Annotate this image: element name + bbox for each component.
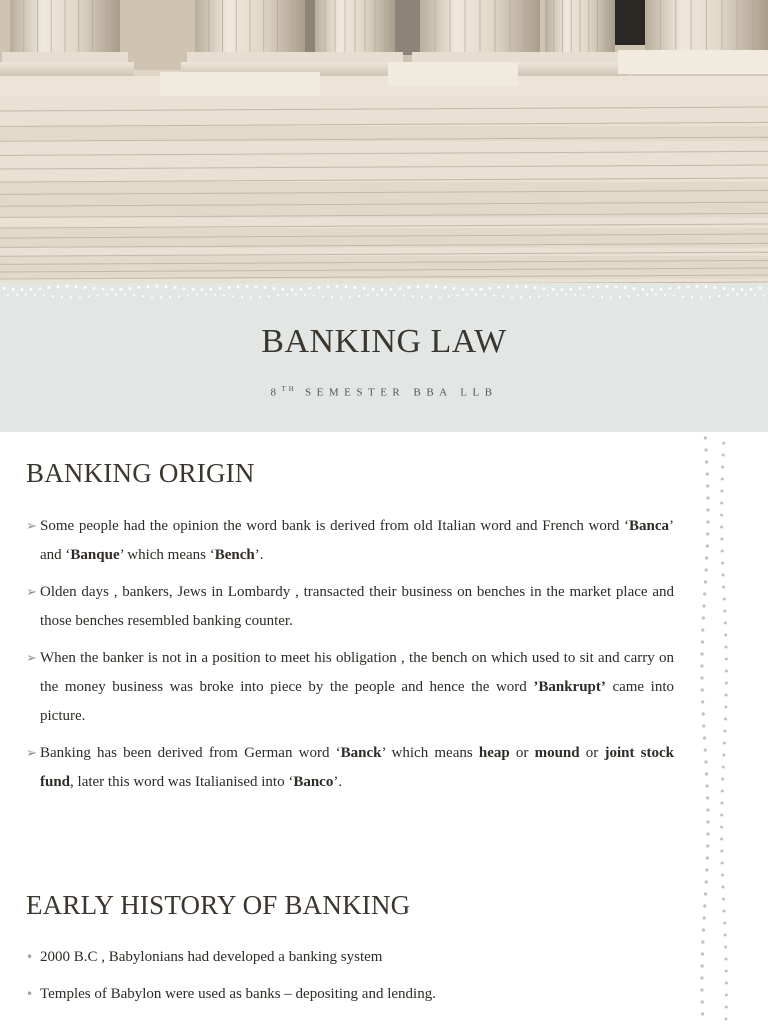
- bullet-item: [26, 943, 674, 972]
- stone-steps: [0, 91, 768, 290]
- bullet-text: [40, 584, 674, 629]
- bullet-item: [26, 739, 674, 797]
- text-segment: ’ which means ‘: [119, 547, 215, 563]
- document-subtitle: [0, 385, 768, 399]
- text-segment: or: [579, 745, 605, 761]
- text-segment: ’.: [254, 547, 264, 563]
- text-segment: ’ and ‘: [40, 518, 674, 563]
- bullet-text: [40, 745, 674, 790]
- text-segment: When the banker is not in a position to meet his obligation , the bench on which used to sit and carry on the money business was broke into piece by the people and hence the word: [40, 650, 674, 695]
- bullet-item: [26, 578, 674, 636]
- decorative-side-dots: [696, 432, 736, 1024]
- bullet-text: Temples of Babylon were used as banks – depositing and lending.: [40, 986, 436, 1002]
- bold-term: mound: [534, 745, 580, 761]
- bold-term: Bench: [214, 547, 255, 563]
- bullet-text: [40, 650, 674, 724]
- bold-term: Banck: [340, 745, 382, 761]
- bullet-item: [26, 644, 674, 731]
- dot-bullet-icon: •: [26, 950, 34, 964]
- decorative-dot-border: [0, 283, 768, 305]
- bold-term: Banco: [293, 774, 334, 790]
- columns: [0, 0, 768, 96]
- bold-term: Banque: [70, 547, 120, 563]
- bullet-text: [40, 518, 674, 563]
- text-segment: or: [509, 745, 535, 761]
- text-segment: came into picture.: [40, 679, 674, 724]
- arrow-bullet-icon: ➢: [26, 519, 37, 534]
- dot-bullet-icon: •: [26, 987, 34, 1001]
- text-segment: Some people had the opinion the word bank is derived from old Italian word and French word ‘: [40, 518, 629, 534]
- arrow-bullet-icon: ➢: [26, 585, 37, 600]
- subtitle-text: SEMESTER BBA LLB: [296, 386, 498, 399]
- early-history-list: [26, 943, 674, 1017]
- arrow-bullet-icon: ➢: [26, 651, 37, 666]
- text-segment: ’ which means: [381, 745, 479, 761]
- text-segment: Banking has been derived from German word ‘: [40, 745, 341, 761]
- text-segment: Olden days , bankers, Jews in Lombardy , transacted their business on benches in the market place and those benches resembled banking counter.: [40, 584, 674, 629]
- text-segment: , later this word was Italianised into ‘: [70, 774, 294, 790]
- hero-image-courthouse-steps: [0, 0, 768, 290]
- bold-term: ’Bankrupt’: [533, 679, 606, 695]
- document-title: BANKING LAW: [261, 323, 507, 360]
- section-heading-early-history: EARLY HISTORY OF BANKING: [26, 890, 411, 920]
- title-band: [0, 283, 768, 432]
- banking-origin-list: [26, 512, 674, 805]
- section-heading-banking-origin: BANKING ORIGIN: [26, 458, 255, 488]
- subtitle-ordinal-suffix: TH: [281, 385, 297, 393]
- subtitle-number: 8: [270, 386, 282, 399]
- arrow-bullet-icon: ➢: [26, 746, 37, 761]
- bullet-item: [26, 512, 674, 570]
- bold-term: heap: [478, 745, 510, 761]
- bold-term: Banca: [628, 518, 669, 534]
- text-segment: ’.: [333, 774, 343, 790]
- bullet-text: 2000 B.C , Babylonians had developed a banking system: [40, 949, 383, 965]
- bold-term: joint stock fund: [40, 745, 674, 790]
- bullet-item: [26, 980, 674, 1009]
